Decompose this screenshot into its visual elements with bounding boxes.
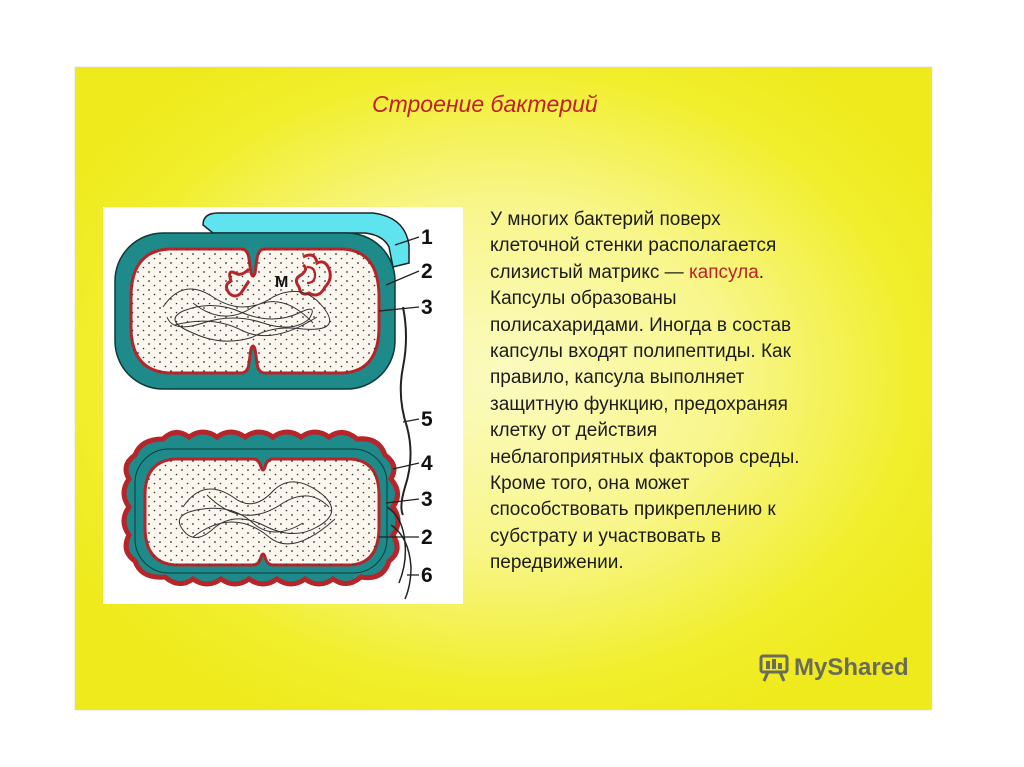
capsule-term: капсула bbox=[688, 261, 759, 283]
paragraph-line bbox=[490, 260, 910, 286]
paragraph-line: Кроме того, она может bbox=[490, 473, 690, 495]
presentation-board-icon bbox=[758, 653, 790, 683]
paragraph-line: правило, капсула выполняет bbox=[490, 367, 745, 389]
label-5-flagellum: 5 bbox=[421, 408, 433, 431]
label-6-pili: 6 bbox=[421, 564, 433, 587]
label-2-cell-wall-bottom: 2 bbox=[421, 526, 433, 549]
paragraph-line: клетку от действия bbox=[490, 420, 658, 442]
flagellum bbox=[401, 307, 411, 515]
paragraph-line: Капсулы образованы bbox=[490, 288, 677, 310]
paragraph-line: полисахаридами. Иногда в состав bbox=[490, 314, 792, 336]
label-3-membrane: 3 bbox=[421, 296, 433, 319]
paragraph-line: способствовать прикреплению к bbox=[490, 499, 776, 521]
paragraph-line: клеточной стенки располагается bbox=[490, 235, 777, 257]
description-paragraph bbox=[490, 207, 910, 577]
watermark-text: MyShared bbox=[794, 654, 909, 681]
label-4-outer-membrane: 4 bbox=[421, 452, 433, 475]
label-1-capsule: 1 bbox=[421, 226, 433, 249]
paragraph-line: субстрату и участвовать в bbox=[490, 525, 722, 547]
paragraph-line: У многих бактерий поверх bbox=[490, 209, 721, 230]
label-2-cell-wall: 2 bbox=[421, 260, 433, 283]
paragraph-line: защитную функцию, предохраняя bbox=[490, 393, 788, 415]
paragraph-line: неблагоприятных факторов среды. bbox=[490, 446, 800, 468]
slide bbox=[75, 67, 932, 710]
bacteria-diagram-svg bbox=[103, 207, 463, 604]
mesosome-label: М bbox=[275, 274, 289, 291]
myshared-watermark bbox=[758, 653, 909, 683]
paragraph-text: слизистый матрикс — bbox=[490, 261, 689, 283]
paragraph-line: передвижении. bbox=[490, 552, 624, 574]
bacteria-structure-diagram bbox=[103, 207, 463, 604]
bottom-cell-ribosomes bbox=[145, 459, 379, 565]
paragraph-line: капсулы входят полипептиды. Как bbox=[490, 341, 791, 363]
slide-title: Строение бактерий bbox=[372, 91, 598, 117]
label-3-membrane-bottom: 3 bbox=[421, 488, 433, 511]
paragraph-text: . bbox=[758, 261, 765, 283]
